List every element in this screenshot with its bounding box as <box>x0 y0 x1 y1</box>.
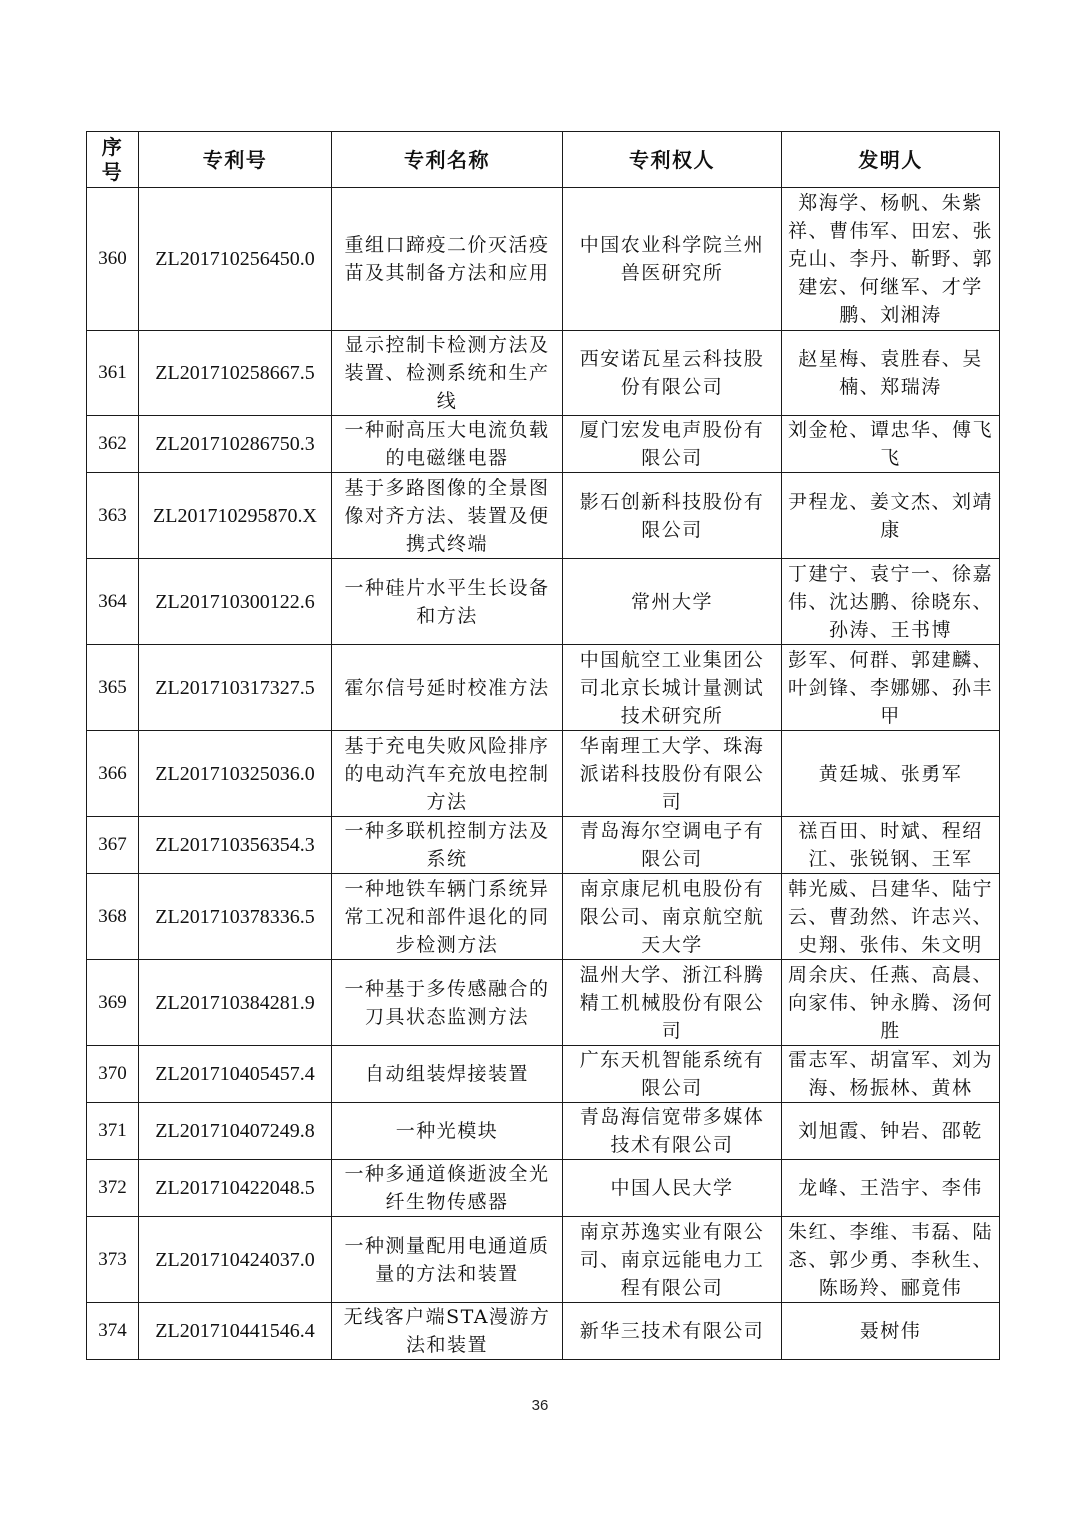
row-index: 370 <box>87 1046 139 1103</box>
row-patentee: 温州大学、浙江科腾精工机械股份有限公司 <box>563 960 782 1046</box>
row-patentee: 西安诺瓦星云科技股份有限公司 <box>563 331 782 416</box>
row-index: 363 <box>87 473 139 559</box>
row-inventors: 刘旭霞、钟岩、邵乾 <box>782 1103 1000 1160</box>
row-patent-name: 自动组装焊接装置 <box>332 1046 563 1103</box>
row-patent-no: ZL201710422048.5 <box>139 1160 332 1217</box>
row-inventors: 龙峰、王浩宇、李伟 <box>782 1160 1000 1217</box>
row-index: 367 <box>87 817 139 874</box>
row-patentee: 中国人民大学 <box>563 1160 782 1217</box>
row-patentee: 青岛海信宽带多媒体技术有限公司 <box>563 1103 782 1160</box>
row-index: 361 <box>87 331 139 416</box>
row-patent-no: ZL201710441546.4 <box>139 1303 332 1360</box>
row-index: 360 <box>87 188 139 331</box>
row-inventors: 周余庆、任燕、高晨、向家伟、钟永腾、汤何胜 <box>782 960 1000 1046</box>
row-patentee: 常州大学 <box>563 559 782 645</box>
row-patent-no: ZL201710295870.X <box>139 473 332 559</box>
row-patent-name: 一种光模块 <box>332 1103 563 1160</box>
row-patentee: 华南理工大学、珠海派诺科技股份有限公司 <box>563 731 782 817</box>
row-patent-name: 一种多联机控制方法及系统 <box>332 817 563 874</box>
row-patent-no: ZL201710384281.9 <box>139 960 332 1046</box>
table-row <box>87 1160 1000 1217</box>
table-row <box>87 645 1000 731</box>
table-row <box>87 559 1000 645</box>
row-patent-no: ZL201710405457.4 <box>139 1046 332 1103</box>
header-index <box>87 132 139 188</box>
table-row <box>87 473 1000 559</box>
row-patentee: 南京苏逸实业有限公司、南京远能电力工程有限公司 <box>563 1217 782 1303</box>
row-patent-name: 显示控制卡检测方法及装置、检测系统和生产线 <box>332 331 563 416</box>
row-patent-no: ZL201710256450.0 <box>139 188 332 331</box>
row-patentee: 广东天机智能系统有限公司 <box>563 1046 782 1103</box>
row-patentee: 中国农业科学院兰州兽医研究所 <box>563 188 782 331</box>
row-patent-no: ZL201710317327.5 <box>139 645 332 731</box>
row-inventors: 郑海学、杨帆、朱紫祥、曹伟军、田宏、张克山、李丹、靳野、郭建宏、何继军、才学鹏、刘湘涛 <box>782 188 1000 331</box>
row-index: 373 <box>87 1217 139 1303</box>
row-inventors: 聂树伟 <box>782 1303 1000 1360</box>
table-row <box>87 1046 1000 1103</box>
row-inventors: 尹程龙、姜文杰、刘靖康 <box>782 473 1000 559</box>
row-patent-name: 一种多通道倏逝波全光纤生物传感器 <box>332 1160 563 1217</box>
row-patentee: 南京康尼机电股份有限公司、南京航空航天大学 <box>563 874 782 960</box>
row-inventors: 雷志军、胡富军、刘为海、杨振林、黄林 <box>782 1046 1000 1103</box>
row-patentee: 影石创新科技股份有限公司 <box>563 473 782 559</box>
page-number: 36 <box>531 1397 549 1414</box>
row-patentee: 中国航空工业集团公司北京长城计量测试技术研究所 <box>563 645 782 731</box>
row-inventors: 朱红、李维、韦磊、陆忞、郭少勇、李秋生、陈旸羚、郦竟伟 <box>782 1217 1000 1303</box>
row-patent-name: 霍尔信号延时校准方法 <box>332 645 563 731</box>
row-index: 372 <box>87 1160 139 1217</box>
table-row <box>87 960 1000 1046</box>
row-index: 374 <box>87 1303 139 1360</box>
row-patent-name: 基于充电失败风险排序的电动汽车充放电控制方法 <box>332 731 563 817</box>
row-patent-no: ZL201710258667.5 <box>139 331 332 416</box>
row-patent-name: 无线客户端STA漫游方法和装置 <box>332 1303 563 1360</box>
row-patent-name: 一种地铁车辆门系统异常工况和部件退化的同步检测方法 <box>332 874 563 960</box>
row-patentee: 青岛海尔空调电子有限公司 <box>563 817 782 874</box>
row-index: 362 <box>87 416 139 473</box>
row-patent-name: 一种耐高压大电流负载的电磁继电器 <box>332 416 563 473</box>
header-index-top: 序 <box>101 134 124 159</box>
row-patent-no: ZL201710286750.3 <box>139 416 332 473</box>
row-patent-no: ZL201710378336.5 <box>139 874 332 960</box>
table-row <box>87 1217 1000 1303</box>
header-index-bottom: 号 <box>101 159 124 184</box>
row-inventors: 丁建宁、袁宁一、徐嘉伟、沈达鹏、徐晓东、孙涛、王书博 <box>782 559 1000 645</box>
patent-table <box>86 131 1000 1360</box>
row-inventors: 韩光威、吕建华、陆宁云、曹劲然、许志兴、史翔、张伟、朱文明 <box>782 874 1000 960</box>
table-row <box>87 1103 1000 1160</box>
header-patent-no: 专利号 <box>139 132 332 188</box>
table-row <box>87 331 1000 416</box>
row-patent-name: 一种基于多传感融合的刀具状态监测方法 <box>332 960 563 1046</box>
row-index: 369 <box>87 960 139 1046</box>
row-index: 371 <box>87 1103 139 1160</box>
row-index: 366 <box>87 731 139 817</box>
header-patent-name: 专利名称 <box>332 132 563 188</box>
table-row <box>87 416 1000 473</box>
row-patentee: 新华三技术有限公司 <box>563 1303 782 1360</box>
row-patent-name: 一种硅片水平生长设备和方法 <box>332 559 563 645</box>
row-patent-name: 基于多路图像的全景图像对齐方法、装置及便携式终端 <box>332 473 563 559</box>
row-patent-name: 重组口蹄疫二价灭活疫苗及其制备方法和应用 <box>332 188 563 331</box>
row-patentee: 厦门宏发电声股份有限公司 <box>563 416 782 473</box>
row-patent-name: 一种测量配用电通道质量的方法和装置 <box>332 1217 563 1303</box>
row-patent-no: ZL201710325036.0 <box>139 731 332 817</box>
row-index: 368 <box>87 874 139 960</box>
row-inventors: 黄廷城、张勇军 <box>782 731 1000 817</box>
table-header-row <box>87 132 1000 188</box>
header-inventors: 发明人 <box>782 132 1000 188</box>
table-row <box>87 874 1000 960</box>
row-patent-no: ZL201710356354.3 <box>139 817 332 874</box>
row-patent-no: ZL201710407249.8 <box>139 1103 332 1160</box>
table-row <box>87 1303 1000 1360</box>
header-patentee: 专利权人 <box>563 132 782 188</box>
row-index: 364 <box>87 559 139 645</box>
row-patent-no: ZL201710424037.0 <box>139 1217 332 1303</box>
row-inventors: 禚百田、时斌、程绍江、张锐钢、王军 <box>782 817 1000 874</box>
table-row <box>87 188 1000 331</box>
table-row <box>87 731 1000 817</box>
row-inventors: 赵星梅、袁胜春、吴楠、郑瑞涛 <box>782 331 1000 416</box>
row-inventors: 彭军、何群、郭建麟、叶剑锋、李娜娜、孙丰甲 <box>782 645 1000 731</box>
row-inventors: 刘金枪、谭忠华、傅飞飞 <box>782 416 1000 473</box>
row-patent-no: ZL201710300122.6 <box>139 559 332 645</box>
row-index: 365 <box>87 645 139 731</box>
table-row <box>87 817 1000 874</box>
